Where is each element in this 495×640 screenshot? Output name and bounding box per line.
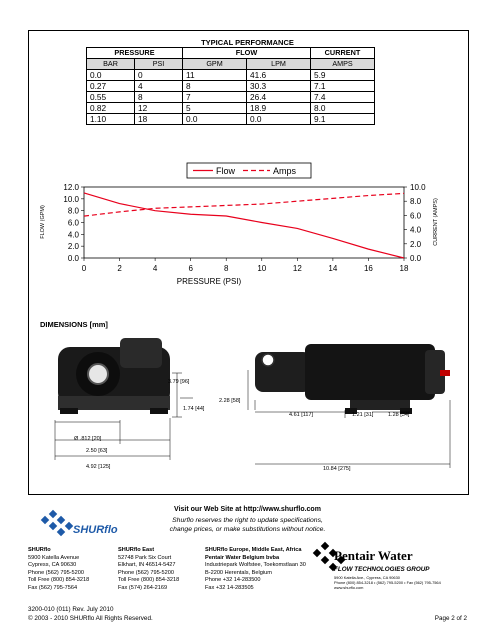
header-current: CURRENT — [311, 48, 375, 59]
x-axis-label: PRESSURE (PSI) — [176, 277, 242, 286]
y-axis-label: FLOW (GPM) — [40, 205, 46, 239]
table-cell: 7.1 — [311, 81, 375, 92]
y2-tick-label: 0.0 — [410, 254, 422, 263]
table-cell: 8 — [135, 92, 183, 103]
address-line: Phone (562) 795-5200 — [118, 569, 174, 576]
table-cell: 0.0 — [183, 114, 247, 125]
performance-title: TYPICAL PERFORMANCE — [201, 38, 294, 47]
address-line: B-2200 Herentals, Belgium — [205, 569, 272, 576]
table-cell: 8 — [183, 81, 247, 92]
table-cell: 0.55 — [87, 92, 135, 103]
address-line: Phone +32 14-283500 — [205, 577, 261, 584]
dim-label: 2.50 [63] — [86, 448, 108, 454]
address-line: 5900 Katella Avenue — [28, 554, 80, 561]
disclaimer-line-2: change prices, or make substitutions without notice. — [169, 526, 326, 533]
subheader-amps: AMPS — [311, 59, 375, 70]
subheader-gpm: GPM — [183, 59, 247, 70]
chart-legend — [187, 163, 311, 178]
table-cell: 11 — [183, 70, 247, 81]
y2-axis-label: CURRENT (AMPS) — [433, 198, 439, 246]
x-tick-label: 18 — [399, 264, 409, 273]
pentair-web: www.shurflo.com — [334, 585, 364, 590]
dim-label: 1.74 [44] — [183, 406, 205, 412]
pentair-contact — [334, 575, 441, 590]
x-tick-label: 8 — [223, 264, 229, 273]
x-tick-label: 12 — [292, 264, 302, 273]
address-line: 52748 Park Six Court — [118, 554, 172, 561]
y2-tick-label: 10.0 — [410, 183, 426, 192]
dim-label: 3.79 [96] — [168, 379, 190, 385]
subheader-psi: PSI — [135, 59, 183, 70]
table-cell: 41.6 — [247, 70, 311, 81]
table-cell: 0 — [135, 70, 183, 81]
address-line: Fax (574) 264-2169 — [118, 584, 168, 591]
x-tick-label: 4 — [152, 264, 158, 273]
dimensions-title: DIMENSIONS [mm] — [40, 320, 108, 329]
legend-amps-label: Amps — [273, 166, 297, 176]
y2-tick-label: 2.0 — [410, 239, 422, 249]
amps-series-line — [84, 193, 404, 216]
flow-series-line — [84, 193, 404, 258]
address-line: Pentair Water Belgium bvba — [205, 554, 280, 561]
table-cell: 4 — [135, 81, 183, 92]
legend-flow-label: Flow — [216, 166, 236, 176]
table-cell: 9.1 — [311, 114, 375, 125]
table-cell: 18.9 — [247, 103, 311, 114]
table-cell: 7.4 — [311, 92, 375, 103]
pentair-name: Pentair Water — [334, 548, 413, 563]
chart-ticks — [63, 183, 426, 273]
dim-label: 4.61 [117] — [289, 412, 314, 418]
y-tick-label: 10.0 — [63, 194, 79, 204]
pentair-group: FLOW TECHNOLOGIES GROUP — [334, 566, 430, 573]
copyright: © 2003 - 2010 SHURflo All Rights Reserved. — [28, 615, 153, 622]
plot-area — [84, 187, 404, 258]
dim-label: 2.28 [58] — [219, 398, 241, 404]
dim-label: 1.21 [31] — [352, 412, 374, 418]
y-tick-label: 6.0 — [67, 218, 79, 228]
table-cell: 0.0 — [87, 70, 135, 81]
page-number: Page 2 of 2 — [434, 615, 467, 622]
pentair-phone: Phone (800) 854-3218 • (562) 795-5200 • Fax (562) 795-7564 — [334, 580, 441, 585]
address-line: Phone (562) 795-5200 — [28, 569, 84, 576]
y2-tick-label: 4.0 — [410, 225, 422, 235]
table-cell: 30.3 — [247, 81, 311, 92]
table-cell: 12 — [135, 103, 183, 114]
address-line: Toll Free (800) 854-3218 — [28, 577, 90, 584]
y2-tick-label: 8.0 — [410, 197, 422, 207]
dimension-drawings — [0, 330, 495, 480]
y-tick-label: 8.0 — [67, 206, 79, 216]
address-line: Fax (562) 795-7564 — [28, 584, 78, 591]
address-line: Cypress, CA 90630 — [28, 562, 77, 569]
address-line: Industriepark Wolfstee, Toekomstlaan 30 — [205, 562, 306, 569]
table-cell: 26.4 — [247, 92, 311, 103]
subheader-lpm: LPM — [247, 59, 311, 70]
pump-side-view — [255, 344, 450, 414]
address-shurflo-europe — [205, 547, 306, 593]
logo-text: SHURflo — [73, 524, 118, 536]
address-shurflo-east — [118, 547, 179, 593]
x-tick-label: 2 — [117, 264, 122, 273]
x-tick-label: 16 — [363, 264, 373, 273]
table-cell: 18 — [135, 114, 183, 125]
x-tick-label: 10 — [257, 264, 267, 273]
x-tick-label: 14 — [328, 264, 338, 273]
chart-grid — [84, 187, 404, 258]
table-cell: 1.10 — [87, 114, 135, 125]
header-flow: FLOW — [183, 48, 311, 59]
table-cell: 0.0 — [247, 114, 311, 125]
dim-label: Ø .812 [20] — [74, 436, 102, 442]
y2-tick-label: 6.0 — [410, 211, 422, 221]
performance-chart — [0, 0, 495, 300]
header-pressure: PRESSURE — [87, 48, 183, 59]
address-shurflo — [28, 547, 89, 593]
dim-label: 1.28 [34] — [388, 412, 410, 418]
dim-label: 10.84 [275] — [323, 466, 351, 472]
x-tick-label: 6 — [188, 264, 193, 273]
subheader-bar: BAR — [87, 59, 135, 70]
chart-series — [84, 193, 404, 258]
x-tick-label: 0 — [81, 264, 87, 273]
table-cell: 8.0 — [311, 103, 375, 114]
y-tick-label: 4.0 — [67, 230, 79, 240]
y-tick-label: 2.0 — [67, 242, 79, 252]
table-cell: 5 — [183, 103, 247, 114]
address-line: SHURflo East — [118, 547, 155, 553]
address-line: SHURflo — [28, 547, 51, 553]
address-line: Fax +32 14-283505 — [205, 584, 254, 591]
disclaimer-line-1: Shurflo reserves the right to update specifications, — [172, 517, 323, 524]
table-cell: 7 — [183, 92, 247, 103]
table-cell: 5.9 — [311, 70, 375, 81]
y-tick-label: 12.0 — [63, 183, 79, 192]
address-line: SHURflo Europe, Middle East, Africa — [205, 547, 302, 553]
table-cell: 0.82 — [87, 103, 135, 114]
pentair-address: 5900 Katella Ave., Cypress, CA 90630 — [334, 575, 400, 580]
dim-label: 4.92 [125] — [86, 464, 111, 470]
document-number: 3200-010 (011) Rev. July 2010 — [28, 606, 114, 613]
pump-front-view — [58, 338, 170, 414]
table-cell: 0.27 — [87, 81, 135, 92]
address-line: Elkhart, IN 46514-5427 — [118, 562, 176, 569]
website-line: Visit our Web Site at http://www.shurflo.com — [174, 506, 321, 513]
address-line: Toll Free (800) 854-3218 — [118, 577, 180, 584]
y-tick-label: 0.0 — [67, 254, 79, 263]
shurflo-logo — [40, 505, 140, 545]
